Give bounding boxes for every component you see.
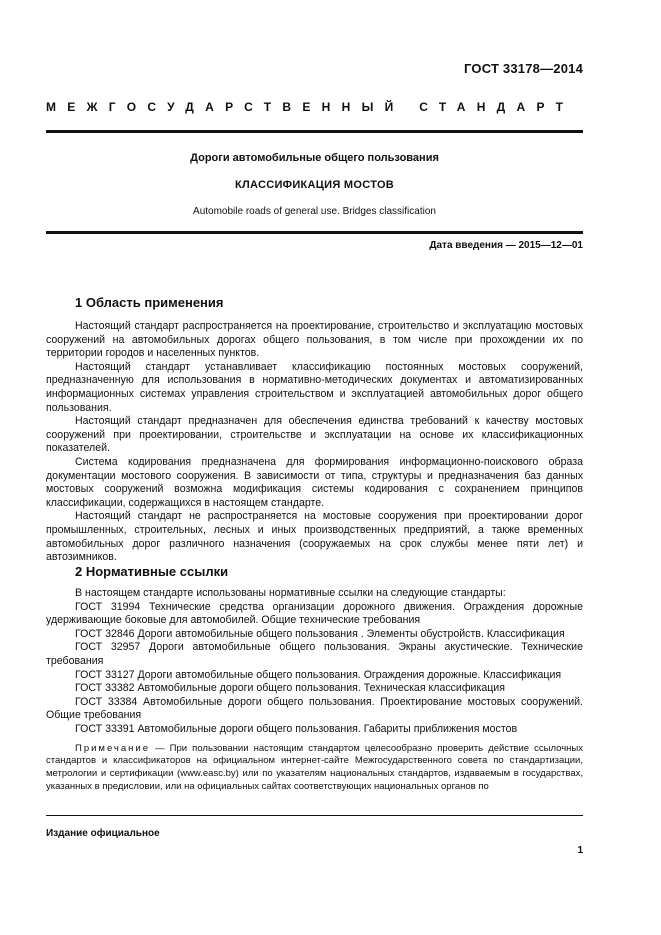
document-code: ГОСТ 33178—2014: [464, 61, 583, 76]
reference-item: ГОСТ 32846 Дороги автомобильные общего пользования . Элементы обустройств. Классификация: [75, 627, 565, 640]
section-2-body: [46, 587, 583, 794]
title-rule: [46, 231, 583, 234]
paragraph: Настоящий стандарт распространяется на проектирование, строительство и эксплуатацию мостовых сооружений на автомобильных дорогах общего пользования, в том числе при прохождении их по территории городов и населенных пунктов.: [46, 320, 583, 360]
edition-label: Издание официальное: [46, 828, 160, 839]
section-2-heading: 2 Нормативные ссылки: [75, 564, 229, 579]
title-general: Дороги автомобильные общего пользования: [190, 152, 439, 164]
page-number: 1: [577, 845, 583, 856]
interstate-standard-label: МЕЖГОСУДАРСТВЕННЫЙ СТАНДАРТ: [46, 100, 575, 114]
reference-item: ГОСТ 33382 Автомобильные дороги общего пользования. Техническая классификация: [75, 682, 505, 695]
reference-item: ГОСТ 31994 Технические средства организации дорожного движения. Ограждения дорожные удерживающие боковые для автомобилей. Общие технические требования: [46, 600, 583, 627]
title-english: Automobile roads of general use. Bridges classification: [193, 206, 436, 217]
paragraph: Настоящий стандарт не распространяется на мостовые сооружения при проектировании дорог промышленных, строительных, лесных и иных производственных предприятий, а также временных автомобильных дорог различного назначения (сооружаемых на срок службы менее пяти лет) и автозимников.: [46, 510, 583, 564]
paragraph: Система кодирования предназначена для формирования информационно-поискового образа документации мостового сооружения. В зависимости от типа, структуры и предназначения баз данных мостовых сооружений возможна модификация системы кодирования с сохранением принципов классификации, содержащихся в настоящем стандарте.: [46, 455, 583, 509]
header-rule: [46, 130, 583, 133]
paragraph: В настоящем стандарте использованы нормативные ссылки на следующие стандарты:: [75, 587, 506, 599]
note: [46, 743, 583, 794]
note-label: Примечание: [75, 742, 150, 754]
reference-item: ГОСТ 33391 Автомобильные дороги общего пользования. Габариты приближения мостов: [75, 722, 518, 735]
note-text: — При пользовании настоящим стандартом целесообразно проверить действие ссылочных стандартов и классификаторов на официальном интернет-сайте Межгосударственного совета по стандартизации, метрологии и сертификации (www.easc.by) или по указателям национальных стандартов, издаваемым в государствах, указанных в предисловии, или на официальных сайтах соответствующих национальных органов по: [46, 742, 583, 792]
paragraph: Настоящий стандарт устанавливает классификацию постоянных мостовых сооружений, предназначенную для использования в нормативно-методических документах и автоматизированных информационных системах управления строительством и эксплуатацией автомобильных дорог общего пользования.: [46, 360, 583, 414]
reference-item: ГОСТ 33127 Дороги автомобильные общего пользования. Ограждения дорожные. Классификация: [75, 668, 562, 681]
reference-item: ГОСТ 32957 Дороги автомобильные общего пользования. Экраны акустические. Технические требования: [46, 641, 583, 667]
section-1-heading: 1 Область применения: [75, 295, 224, 310]
paragraph: Настоящий стандарт предназначен для обеспечения единства требований к качеству мостовых сооружений при проектировании, строительстве и эксплуатации на основе их классификационных показателей.: [46, 415, 583, 455]
footer-rule: [46, 815, 583, 816]
reference-item: ГОСТ 33384 Автомобильные дороги общего пользования. Проектирование мостовых сооружений. Общие требования: [46, 695, 583, 722]
section-1-body: [46, 320, 583, 565]
title-main: КЛАССИФИКАЦИЯ МОСТОВ: [234, 179, 395, 191]
introduction-date: Дата введения — 2015—12—01: [429, 240, 583, 251]
